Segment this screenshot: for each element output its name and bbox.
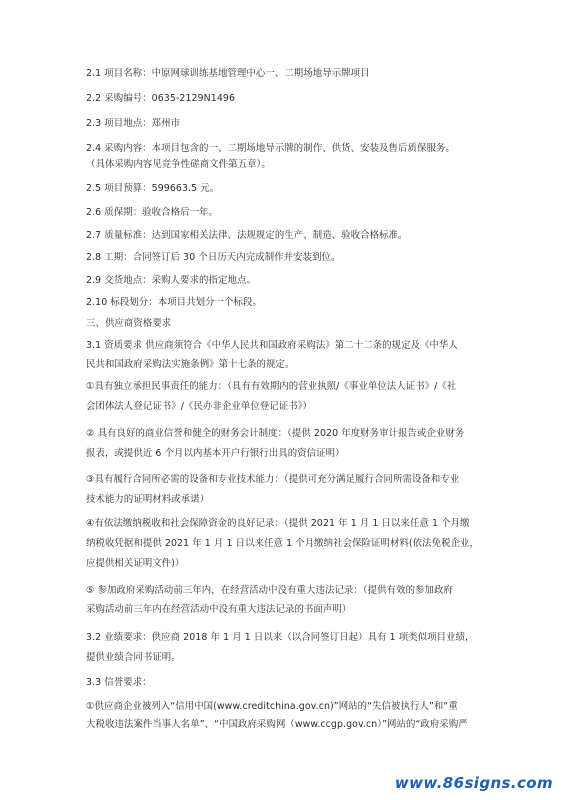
text-line: ①具有独立承担民事责任的能力：（具有有效期内的营业执照/《事业单位法人证书》/《社 — [86, 381, 457, 392]
text-line: 2.5 项目预算：599663.5 元。 — [86, 183, 220, 194]
text-line: 会团体法人登记证书》/《民办非企业单位登记证书》） — [86, 401, 312, 412]
text-line: 3.2 业绩要求：供应商 2018 年 1 月 1 日以来（以合同签订日起）具有 1 项类似项目业绩， — [86, 632, 475, 643]
text-line: ② 具有良好的商业信誉和健全的财务会计制度：（提供 2020 年度财务审计报告或企业财务 — [86, 428, 465, 439]
text-line: （具体采购内容见竞争性磋商文件第五章）。 — [86, 159, 271, 170]
text-line: ①供应商企业被列入“信用中国(www.creditchina.gov.cn)”网站的“失信被执行人”和“重 — [86, 701, 458, 712]
text-line: 2.2 采购编号：0635-2129N1496 — [86, 93, 236, 104]
text-line: 技术能力的证明材料或承诺） — [86, 494, 210, 505]
text-line: 民共和国政府采购法实施条例》第十七条的规定。 — [86, 359, 295, 370]
text-line: 3.1 资质要求 供应商须符合《中华人民共和国政府采购法》第二十二条的规定及《中华人 — [86, 340, 458, 351]
text-line: 2.9 交货地点：采购人要求的指定地点。 — [86, 275, 256, 286]
text-line: ⑤ 参加政府采购活动前三年内，在经营活动中没有重大违法记录：（提供有效的参加政府 — [86, 585, 453, 596]
text-line: 纳税收凭据和提供 2021 年 1 月 1 日以来任意 1 个月缴纳社会保险证明材料(依法免税企业， — [86, 538, 480, 549]
text-line: 应提供相关证明文件)） — [86, 558, 185, 569]
text-line: 2.7 质量标准：达到国家相关法律、法规规定的生产、制造、验收合格标准。 — [86, 230, 408, 241]
text-line: ④有依法缴纳税收和社会保障资金的良好记录：（提供 2021 年 1 月 1 日以来任意 1 个月缴 — [86, 518, 470, 529]
text-line: 2.1 项目名称：中原网球训练基地管理中心一、二期场地导示牌项目 — [86, 68, 370, 79]
text-line: 2.8 工期：合同签订后 30 个日历天内完成制作并安装到位。 — [86, 252, 341, 263]
section-heading: 三、供应商资格要求 — [86, 318, 172, 329]
text-line: 报表，或提供近 6 个月以内基本开户行银行出具的资信证明） — [86, 448, 345, 459]
text-line: 3.3 信誉要求： — [86, 677, 152, 688]
site-watermark: www.86signs.com — [394, 774, 553, 792]
text-line: 2.4 采购内容：本项目包含的一、二期场地导示牌的制作、供货、安装及售后质保服务。 — [86, 143, 455, 154]
text-line: 采购活动前三年内在经营活动中没有重大违法记录的书面声明） — [86, 604, 352, 615]
text-line: 2.10 标段划分：本项目共划分一个标段。 — [86, 297, 262, 308]
text-line: 2.6 质保期：验收合格后一年。 — [86, 207, 218, 218]
text-line: 2.3 项目地点：郑州市 — [86, 118, 181, 129]
text-line: 提供业绩合同书证明。 — [86, 652, 181, 663]
text-line: 大税收违法案件当事人名单”、“中国政府采购网（www.ccgp.gov.cn）”网站的“政府采购严 — [86, 719, 468, 730]
text-line: ③具有履行合同所必需的设备和专业技术能力：（提供可充分满足履行合同所需设备和专业 — [86, 474, 460, 485]
